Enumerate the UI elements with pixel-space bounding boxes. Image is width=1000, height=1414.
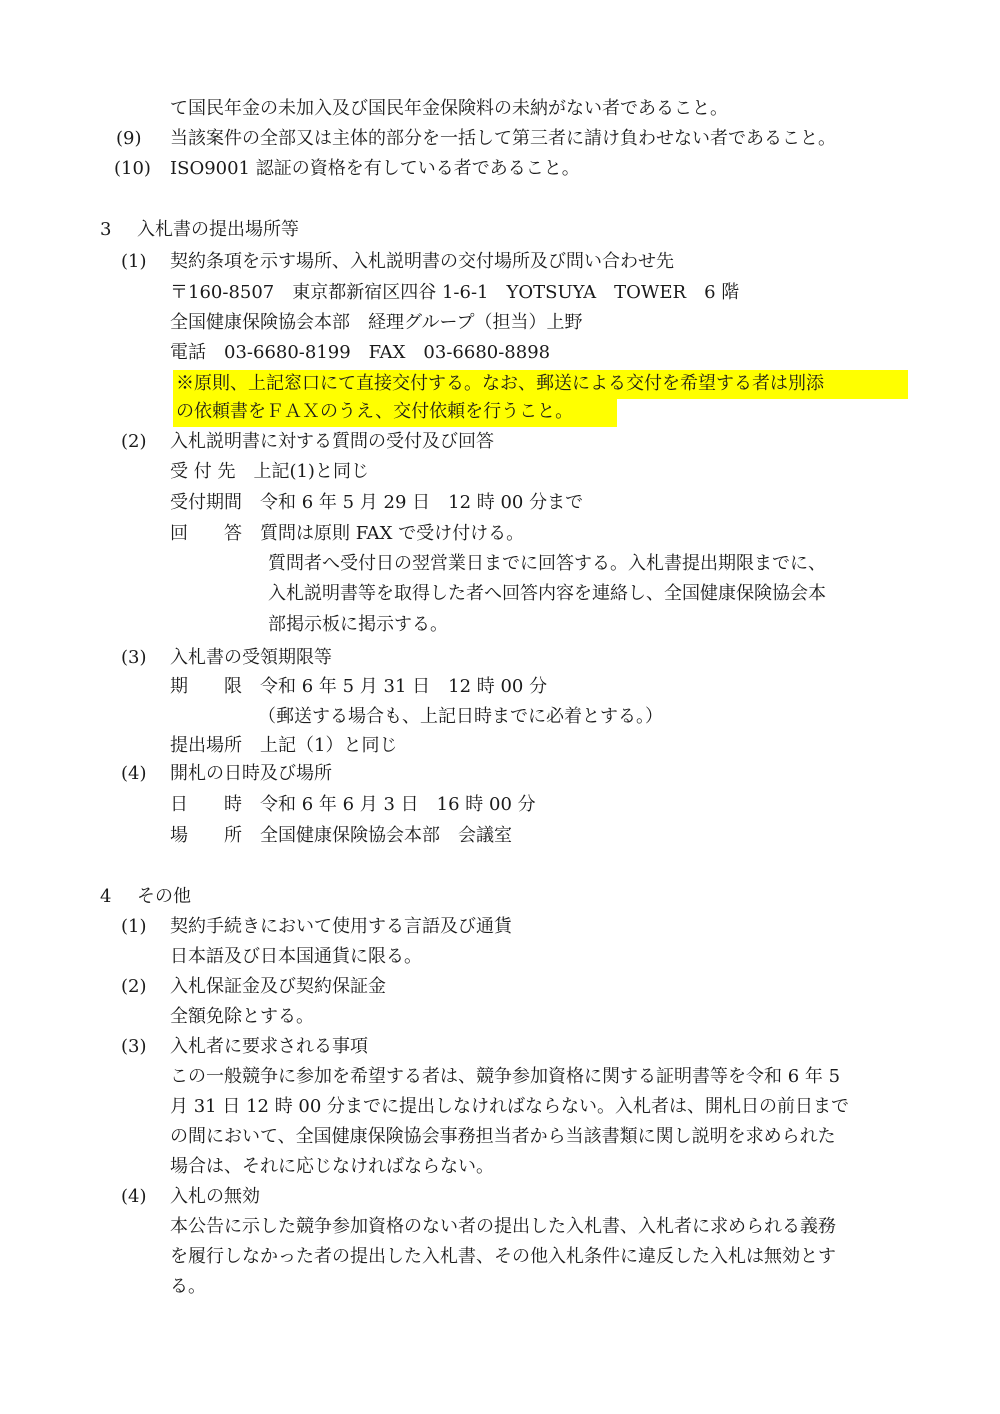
- item-number: (1): [121, 251, 147, 272]
- text-line: 受 付 先 上記(1)と同じ: [170, 461, 369, 482]
- item-heading: 入札書の受領期限等: [170, 647, 332, 668]
- text-line: 期 限 令和 6 年 5 月 31 日 12 時 00 分: [170, 676, 548, 697]
- text-line: 質問者へ受付日の翌営業日までに回答する。入札書提出期限までに、: [268, 553, 826, 574]
- text-line: 月 31 日 12 時 00 分までに提出しなければならない。入札者は、開札日の前日まで: [170, 1096, 850, 1117]
- item-heading: 入札説明書に対する質問の受付及び回答: [170, 431, 494, 452]
- notice-line: の依頼書をＦＡＸのうえ、交付依頼を行うこと。: [176, 401, 574, 422]
- text-line: 日 時 令和 6 年 6 月 3 日 16 時 00 分: [170, 794, 536, 815]
- text-line: る。: [170, 1276, 206, 1297]
- text-line: 部掲示板に掲示する。: [268, 614, 448, 635]
- notice-line: ※原則、上記窓口にて直接交付する。なお、郵送による交付を希望する者は別添: [176, 373, 824, 394]
- item-number: (1): [121, 916, 147, 937]
- item-heading: 契約手続きにおいて使用する言語及び通貨: [170, 916, 512, 937]
- item-heading: 入札者に要求される事項: [170, 1036, 368, 1057]
- text-line: 受付期間 令和 6 年 5 月 29 日 12 時 00 分まで: [170, 492, 584, 513]
- item-number: (2): [121, 431, 147, 452]
- contact-line: 全国健康保険協会本部 経理グループ（担当）上野: [170, 312, 583, 333]
- text-line: （郵送する場合も、上記日時までに必着とする。）: [258, 706, 663, 727]
- text-line: ISO9001 認証の資格を有している者であること。: [170, 158, 580, 179]
- phone-line: 電話 03-6680-8199 FAX 03-6680-8898: [170, 342, 551, 363]
- text-line: 回 答 質問は原則 FAX で受け付ける。: [170, 523, 525, 544]
- text-line: 入札説明書等を取得した者へ回答内容を連絡し、全国健康保険協会本: [268, 583, 826, 604]
- section-heading: その他: [137, 886, 191, 907]
- text-line: この一般競争に参加を希望する者は、競争参加資格に関する証明書等を令和 6 年 5: [170, 1066, 841, 1087]
- text-line: 全額免除とする。: [170, 1006, 314, 1027]
- item-heading: 契約条項を示す場所、入札説明書の交付場所及び問い合わせ先: [170, 251, 674, 272]
- section-heading: 入札書の提出場所等: [137, 219, 299, 240]
- text-line: 本公告に示した競争参加資格のない者の提出した入札書、入札者に求められる義務: [170, 1216, 836, 1237]
- text-line: て国民年金の未加入及び国民年金保険料の未納がない者であること。: [170, 98, 728, 119]
- text-line: の間において、全国健康保険協会事務担当者から当該書類に関し説明を求められた: [170, 1126, 836, 1147]
- item-heading: 開札の日時及び場所: [170, 763, 332, 784]
- text-line: 日本語及び日本国通貨に限る。: [170, 946, 422, 967]
- address-line: 〒160-8507 東京都新宿区四谷 1-6-1 YOTSUYA TOWER 6 階: [170, 282, 740, 303]
- text-line: 提出場所 上記（1）と同じ: [170, 735, 398, 756]
- item-number: (3): [121, 1036, 147, 1057]
- section-number: 4: [100, 886, 112, 907]
- section-number: 3: [100, 219, 112, 240]
- text-line: 当該案件の全部又は主体的部分を一括して第三者に請け負わせない者であること。: [170, 128, 836, 149]
- text-line: 場合は、それに応じなければならない。: [170, 1156, 494, 1177]
- text-line: 場 所 全国健康保険協会本部 会議室: [170, 825, 512, 846]
- item-number: (4): [121, 1186, 147, 1207]
- item-number: (3): [121, 647, 147, 668]
- item-heading: 入札の無効: [170, 1186, 260, 1207]
- item-number: (2): [121, 976, 147, 997]
- item-heading: 入札保証金及び契約保証金: [170, 976, 386, 997]
- text-line: を履行しなかった者の提出した入札書、その他入札条件に違反した入札は無効とす: [170, 1246, 836, 1267]
- item-number: (9): [116, 128, 142, 149]
- item-number: (10): [114, 158, 151, 179]
- item-number: (4): [121, 763, 147, 784]
